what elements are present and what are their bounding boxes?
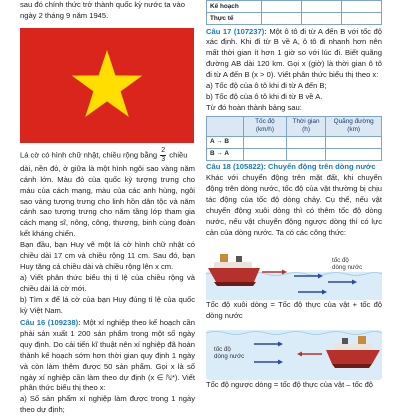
table-cell (244, 136, 287, 148)
huy-problem: Bạn đầu, bạn Huy vẽ một lá cờ hình chữ nhật có chiều dài 17 cm và chiều rộng 11 cm. Sau đó, bạn Huy tăng cả chiều dài và chiều rộng lên x cm. (20, 240, 195, 271)
right-column (206, 0, 382, 391)
question-16-a: a) Số sản phẩm xí nghiệp làm được trong 1 ngày theo dự định; (20, 394, 195, 415)
question-16-heading: Câu 16 (109238): (20, 318, 81, 327)
question-16 (20, 318, 195, 394)
flag-intro (20, 147, 195, 164)
question-18-heading: Câu 18 (105822): Chuyển động trên dòng nước (206, 162, 376, 172)
table-cell (326, 136, 382, 148)
question-17-heading: Câu 17 (107237): (206, 26, 267, 36)
table-cell (286, 148, 326, 160)
flow-speed-label-1: tốc độ (332, 256, 349, 264)
table-cell (326, 148, 382, 160)
question-17-b: b) Tốc độ của ô tô khi đi từ B về A. (206, 91, 323, 101)
table-cell: B → A (207, 148, 244, 160)
table-cell (342, 1, 382, 13)
part-a: a) Viết phân thức biểu thị tỉ lệ của chiều rộng và chiều dài lá cờ mới. (20, 272, 195, 293)
part-b: b) Tìm x để lá cờ của bạn Huy đúng tỉ lệ của quốc kỳ Việt Nam. (20, 294, 195, 315)
question-16-body: Một xí nghiệp theo kế hoạch cần phải sản xuất 1 200 sản phẩm trong một số ngày quy định. Do cải tiến kĩ thuật nên xí nghiệp đã hoàn thành kế hoạch sớm hơn thời gian quy định 1 ngày và còn làm thêm được 50 sản phẩm. Gọi x là số ngày xí nghiệp cần làm theo dự định (x ∈ ℕ*). Viết phân thức biểu thị theo x: (20, 318, 195, 393)
table-header (207, 116, 244, 136)
fraction-denominator: 3 (161, 155, 166, 163)
flag-intro-tail: chiều (169, 150, 188, 160)
upstream-figure (206, 324, 382, 380)
question-17-c: Từ đó hoàn thành bảng sau: (206, 102, 302, 112)
star-icon (20, 28, 194, 143)
flag-intro-text: Lá cờ có hình chữ nhật, chiều rộng bằng (20, 150, 158, 160)
flow-speed-label-2: dòng nước (332, 263, 363, 271)
flow-speed-label-3: tốc độ (214, 346, 231, 354)
table-header: Quãng đường (km) (326, 116, 382, 136)
table-header-row (207, 116, 382, 136)
table-row (207, 13, 382, 25)
table-cell: Thực tế (207, 13, 262, 25)
table-cell: A → B (207, 136, 244, 148)
table-row (207, 148, 382, 160)
top-line-2: ngày 2 tháng 9 năm 1945. (20, 10, 109, 20)
question-17-a: a) Tốc độ của ô tô khi đi từ A đến B; (206, 81, 327, 91)
question-17 (206, 27, 382, 82)
table-cell: Kế hoạch (207, 1, 262, 13)
boat-downstream-icon (206, 242, 382, 300)
table-cell (286, 136, 326, 148)
table-row (207, 136, 382, 148)
flag-description: dài, nền đỏ, ở giữa là một hình ngôi sao vàng năm cánh lớn. Màu đỏ của quốc kỳ tượng trưng cho máu của cách mạng, màu của các anh hùng, ngôi sao vàng tượng trưng cho linh hồn dân tộc và năm cánh sao tượng trưng cho năm tầng lớp tham gia cách mạng sĩ, nông, công, thương, binh cùng đoàn kết kháng chiến. (20, 163, 195, 239)
fraction-numerator: 2 (161, 146, 166, 154)
upstream-caption: Tốc độ ngược dòng = tốc độ thực của vật – tốc độ (206, 380, 373, 390)
top-line-1: sau đó chính thức trở thành quốc kỳ nước ta vào (20, 0, 185, 9)
table-cell (262, 13, 302, 25)
flow-speed-label-4: dòng nước (214, 353, 245, 361)
table-cell (262, 1, 302, 13)
speed-table (206, 116, 382, 161)
table-cell (302, 1, 342, 13)
table-cell (342, 13, 382, 25)
table-header: Thời gian (h) (286, 116, 326, 136)
boat-upstream-icon (206, 324, 382, 380)
downstream-caption: Tốc độ xuôi dòng = Tốc độ thực của vật + tốc độ dòng nước (206, 299, 382, 320)
table-row (207, 1, 382, 13)
table-cell (244, 148, 287, 160)
question-18-body: Khác với chuyển động trên mặt đất, khi chuyển động trên dòng nước, tốc độ của vật thường bị chịu tác động của tốc độ dòng chảy. Cụ thể, nếu vật chuyển động xuôi dòng thì có thêm tốc độ dòng nước, nếu vật chuyển động ngược dòng thì có lực cản của dòng nước. Ta có các công thức: (206, 173, 382, 237)
table-header: Tốc độ (km/h) (244, 116, 287, 136)
left-column (20, 0, 195, 416)
question-17-body: Một ô tô đi từ A đến B với tốc độ xác định. Khi đi từ B về A, ô tô đi nhanh hơn nên mất thời gian ít hơn 1 giờ so với lúc đi. Biết quãng đường AB dài 120 km. Gọi x (giờ) là thời gian ô tô đi từ A đến B (x > 0). Viết phân thức biểu thị theo x: (206, 26, 382, 80)
table-cell (302, 13, 342, 25)
plan-table (206, 0, 382, 25)
fraction-two-thirds (160, 147, 166, 164)
downstream-figure (206, 242, 382, 300)
vietnam-flag (20, 28, 194, 143)
